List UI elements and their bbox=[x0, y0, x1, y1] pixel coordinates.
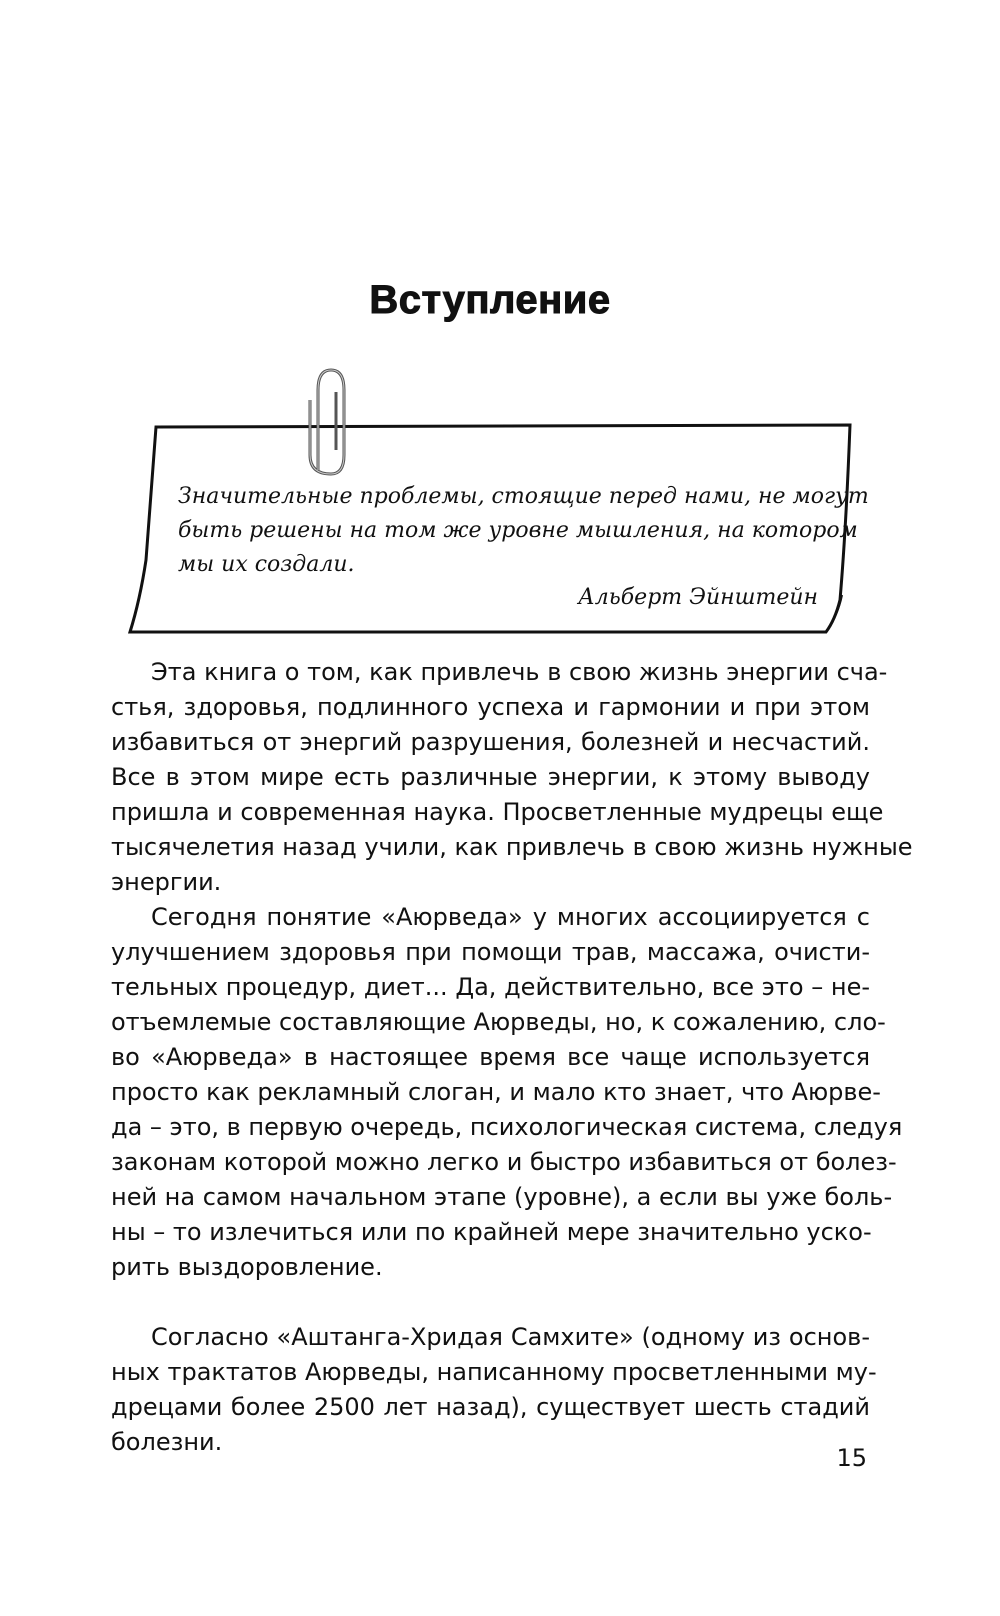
paragraph-line: улучшением здоровья при помощи трав, массажа, очисти- bbox=[111, 938, 870, 966]
paragraph-line: Согласно «Аштанга-Хридая Самхите» (одному из основ- bbox=[151, 1323, 870, 1351]
paragraph-line: избавиться от энергий разрушения, болезней и несчастий. bbox=[111, 728, 870, 756]
quote-note-frame bbox=[0, 0, 1000, 700]
paragraph-line: просто как рекламный слоган, и мало кто знает, что Аюрве- bbox=[111, 1078, 881, 1106]
paragraph-line: Сегодня понятие «Аюрведа» у многих ассоциируется с bbox=[151, 903, 870, 931]
paragraph-line: тельных процедур, диет... Да, действительно, все это – не- bbox=[111, 973, 870, 1001]
page-number: 15 bbox=[836, 1444, 867, 1472]
paragraph-gap bbox=[111, 1285, 870, 1320]
body-text bbox=[111, 655, 913, 1460]
paragraph-line: энергии. bbox=[111, 868, 222, 896]
paragraph-line: Все в этом мире есть различные энергии, к этому выводу bbox=[111, 763, 870, 791]
paragraph-line: ных трактатов Аюрведы, написанному просветленными му- bbox=[111, 1358, 877, 1386]
paragraph-line: во «Аюрведа» в настоящее время все чаще используется bbox=[111, 1043, 870, 1071]
paragraph-line: законам которой можно легко и быстро избавиться от болез- bbox=[111, 1148, 897, 1176]
paragraph-line: пришла и современная наука. Просветленные мудрецы еще bbox=[111, 798, 884, 826]
paragraph-line: стья, здоровья, подлинного успеха и гармонии и при этом bbox=[111, 693, 870, 721]
quote-line: быть решены на том же уровне мышления, на котором bbox=[178, 518, 858, 543]
paragraph-line: тысячелетия назад учили, как привлечь в свою жизнь нужные bbox=[111, 833, 913, 861]
quote-line: мы их создали. bbox=[178, 552, 355, 577]
paragraph-line: болезни. bbox=[111, 1428, 223, 1456]
paragraph-line: ны – то излечиться или по крайней мере значительно уско- bbox=[111, 1218, 872, 1246]
chapter-title: Вступление bbox=[369, 278, 611, 322]
paragraph-line: Эта книга о том, как привлечь в свою жизнь энергии сча- bbox=[151, 658, 888, 686]
quote-author: Альберт Эйнштейн bbox=[578, 585, 818, 610]
paragraph-line: да – это, в первую очередь, психологическая система, следуя bbox=[111, 1113, 903, 1141]
quote-line: Значительные проблемы, стоящие перед нами, не могут bbox=[178, 484, 869, 509]
paragraph-line: дрецами более 2500 лет назад), существует шесть стадий bbox=[111, 1393, 870, 1421]
paragraph-line: рить выздоровление. bbox=[111, 1253, 383, 1281]
epigraph-quote bbox=[178, 480, 869, 582]
paragraph-line: ней на самом начальном этапе (уровне), а если вы уже боль- bbox=[111, 1183, 893, 1211]
paragraph-line: отъемлемые составляющие Аюрведы, но, к сожалению, сло- bbox=[111, 1008, 886, 1036]
